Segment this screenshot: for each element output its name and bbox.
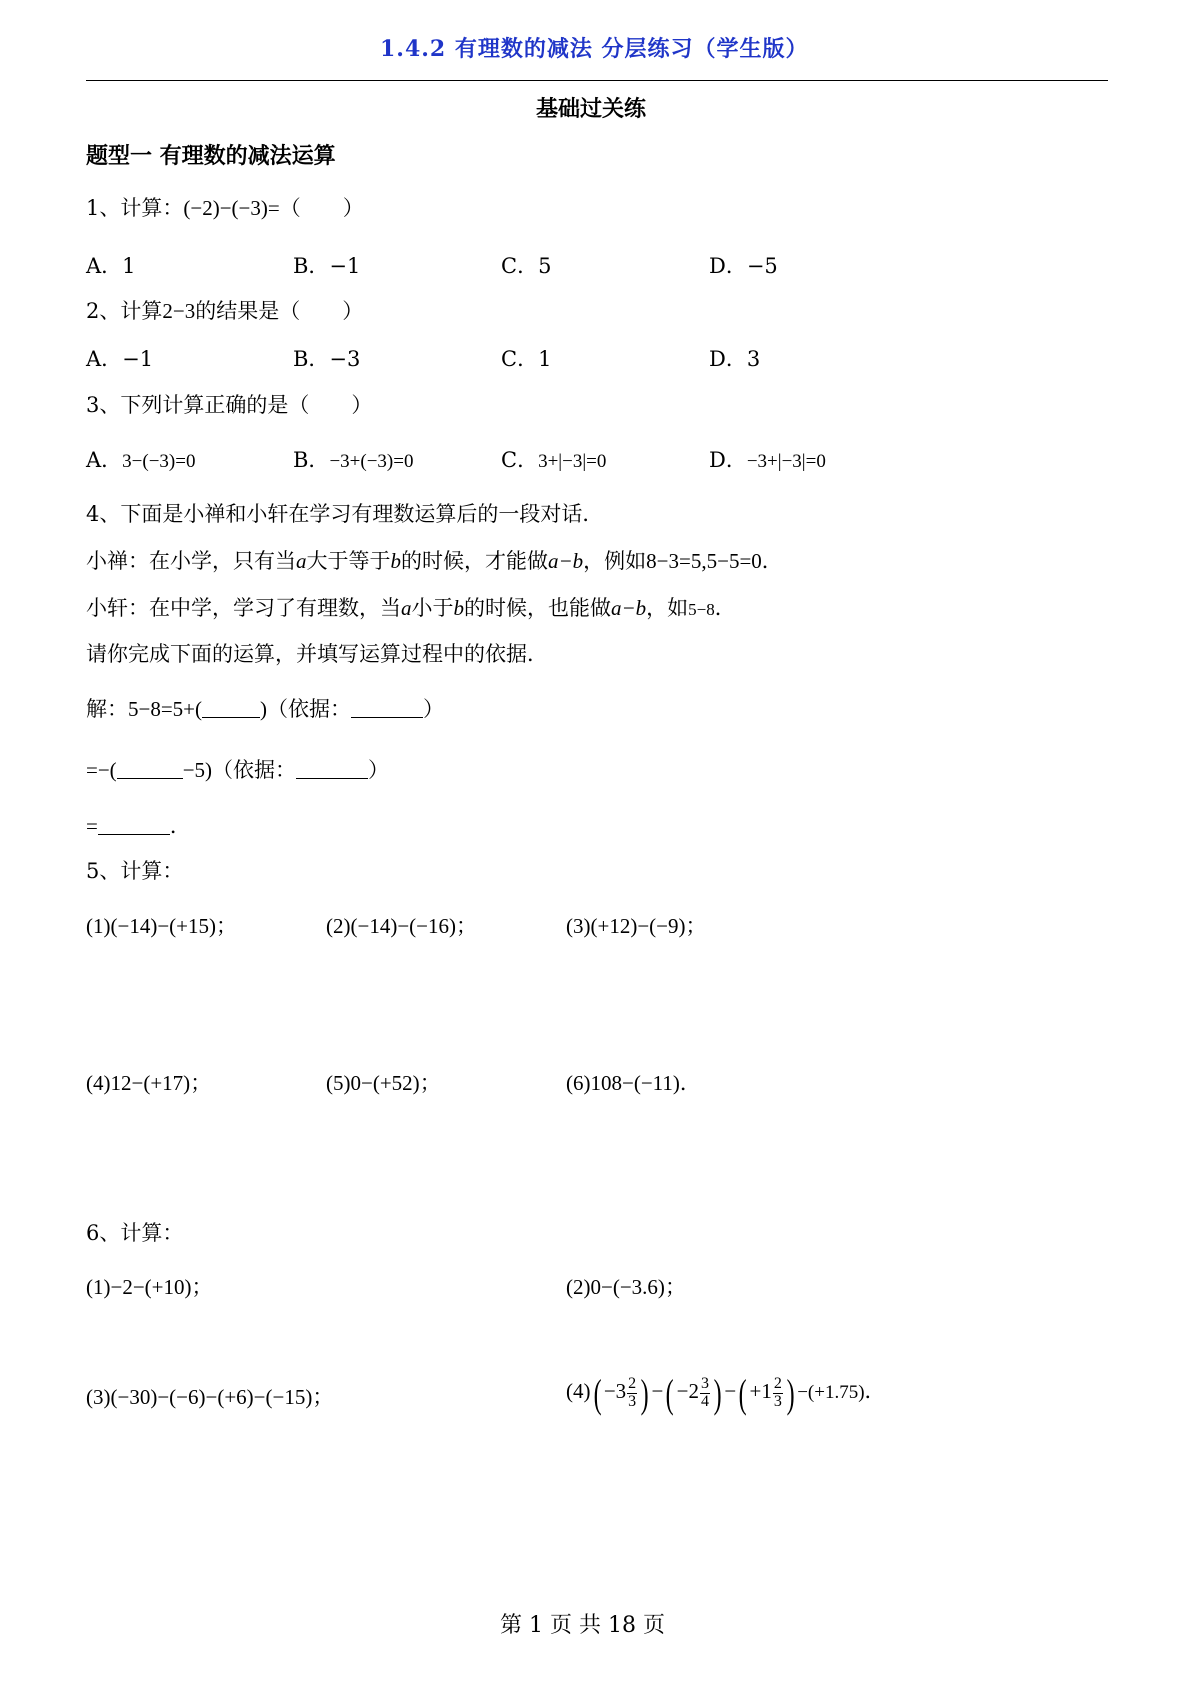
q4-solution-line-3 <box>86 816 191 837</box>
q5-item-4-label: (4) <box>86 1071 111 1095</box>
q6-item-4 <box>566 1371 886 1416</box>
q6-item-4-lparen-2: ( <box>666 1371 675 1416</box>
q3-option-b <box>293 450 413 471</box>
q4-sol3-end: ． <box>169 814 191 838</box>
header-divider <box>86 80 1108 81</box>
q4-l2-c: 的时候，也能做 <box>464 596 611 620</box>
question-2-expr: 2−3 <box>162 299 196 323</box>
q5-item-3 <box>566 916 707 937</box>
q3-option-d-expr: −3+|−3|=0 <box>746 451 826 472</box>
q6-item-4-den-3: 3 <box>773 1392 782 1410</box>
q4-l2-example: 5−8 <box>688 600 715 619</box>
q4-l2-b: 小于 <box>411 596 454 620</box>
question-2-stem-b: 的结果是（ ） <box>195 299 364 323</box>
q6-item-4-whole-2: −2 <box>676 1379 700 1403</box>
q4-sol1-close: ) <box>260 697 268 721</box>
q4-solution-line-1 <box>86 699 444 720</box>
q1-option-c: C．5 <box>501 254 552 278</box>
q5-item-4 <box>86 1073 211 1094</box>
q6-item-4-end: ． <box>864 1379 886 1403</box>
q6-item-4-rparen-2: ) <box>713 1371 722 1416</box>
q6-item-4-op-2: − <box>724 1379 737 1403</box>
q4-l1-e: ． <box>761 549 783 573</box>
q4-basis-close-2: ） <box>368 758 390 782</box>
q5-item-3-expr: (+12)−(−9) <box>590 914 686 938</box>
q6-item-4-num-3: 2 <box>773 1374 782 1392</box>
q4-basis-open-1: （依据： <box>267 697 352 721</box>
q4-l1-var-b: b <box>390 549 401 573</box>
q5-item-4-end: ； <box>190 1071 212 1095</box>
q4-blank-1[interactable] <box>202 699 260 718</box>
q6-item-2 <box>566 1277 686 1298</box>
q3-option-d <box>709 450 826 471</box>
q1-option-b: B．−1 <box>293 254 361 278</box>
q2-option-c: C．1 <box>501 347 552 371</box>
q6-item-2-label: (2) <box>566 1275 591 1299</box>
q6-item-4-lparen-3: ( <box>738 1371 747 1416</box>
q1-option-d: D．−5 <box>709 254 778 278</box>
q3-option-d-label: D． <box>709 448 747 472</box>
q4-sol2-expr: −5) <box>182 758 213 782</box>
q6-item-1-end: ； <box>191 1275 213 1299</box>
q4-basis-close-1: ） <box>423 697 445 721</box>
q6-item-3-label: (3) <box>86 1385 111 1409</box>
q6-item-4-fraction-2 <box>700 1376 710 1411</box>
q3-option-a <box>86 450 195 471</box>
q5-item-6-label: (6) <box>566 1071 591 1095</box>
q6-item-1-label: (1) <box>86 1275 111 1299</box>
q5-item-5 <box>326 1073 441 1094</box>
q6-item-4-whole-3: +1 <box>749 1379 772 1403</box>
q5-item-2 <box>326 916 477 937</box>
q4-sol2-prefix: =−( <box>86 758 117 782</box>
section-title: 基础过关练 <box>536 96 647 122</box>
q4-basis-open-2: （依据： <box>212 758 297 782</box>
q6-item-1 <box>86 1277 213 1298</box>
q3-option-c-expr: 3+|−3|=0 <box>538 451 607 472</box>
q6-item-4-whole-1: −3 <box>603 1379 627 1403</box>
question-1-stem: 1、计算： <box>86 196 184 220</box>
q6-item-4-rparen-3: ) <box>786 1371 795 1416</box>
q4-l2-e: ． <box>714 596 736 620</box>
q5-item-1-end: ； <box>216 914 238 938</box>
q4-l1-var-a: a <box>296 549 307 573</box>
q6-item-4-num-2: 3 <box>701 1374 710 1392</box>
question-2-stem-a: 2、计算 <box>86 299 163 323</box>
q6-item-2-expr: 0−(−3.6) <box>590 1275 665 1299</box>
q3-option-b-label: B． <box>293 448 330 472</box>
q4-instruction: 请你完成下面的运算，并填写运算过程中的依据． <box>86 642 548 666</box>
q5-item-5-label: (5) <box>326 1071 351 1095</box>
question-2 <box>86 301 363 322</box>
q4-l1-d: ，例如 <box>583 549 647 573</box>
q6-item-4-fraction-3 <box>773 1376 783 1411</box>
q4-sol3-prefix: = <box>86 814 98 838</box>
document-title: 1.4.2 有理数的减法 分层练习（学生版） <box>380 36 809 62</box>
q5-item-6-expr: 108−(−11) <box>590 1071 680 1095</box>
q2-option-d: D．3 <box>709 347 761 371</box>
q4-l2-a: 小轩：在中学，学习了有理数，当 <box>86 596 401 620</box>
q4-sol1-prefix: 解： <box>86 697 128 721</box>
q6-item-4-den-1: 3 <box>628 1392 637 1410</box>
q6-item-4-tail: −(+1.75) <box>797 1382 865 1403</box>
q5-item-5-end: ； <box>419 1071 441 1095</box>
q4-l2-var-b: b <box>453 596 464 620</box>
question-3: 3、下列计算正确的是（ ） <box>86 393 373 417</box>
q3-option-b-expr: −3+(−3)=0 <box>329 451 414 472</box>
q3-option-a-expr: 3−(−3)=0 <box>122 451 196 472</box>
q5-item-2-end: ； <box>456 914 478 938</box>
q5-item-2-expr: (−14)−(−16) <box>350 914 457 938</box>
q6-item-3-end: ； <box>312 1385 334 1409</box>
q4-basis-blank-2[interactable] <box>296 760 368 779</box>
topic-heading: 题型一 有理数的减法运算 <box>86 143 336 169</box>
q2-option-a: A．−1 <box>86 347 154 371</box>
q4-l1-expr: a−b <box>548 549 584 573</box>
q6-item-3 <box>86 1387 333 1408</box>
q6-item-4-den-2: 4 <box>701 1392 710 1410</box>
question-1-paren: （ ） <box>279 196 364 220</box>
q3-option-c <box>501 450 606 471</box>
q6-item-1-expr: −2−(+10) <box>110 1275 192 1299</box>
q6-item-4-fraction-1 <box>627 1376 637 1411</box>
q4-basis-blank-1[interactable] <box>351 699 423 718</box>
q6-item-4-num-1: 2 <box>628 1374 637 1392</box>
q3-option-c-label: C． <box>501 448 539 472</box>
q4-l2-expr: a−b <box>611 596 647 620</box>
q4-dialog-xiaoxuan <box>86 598 736 619</box>
q5-item-2-label: (2) <box>326 914 351 938</box>
q6-item-4-lparen-1: ( <box>593 1371 602 1416</box>
q2-option-b: B．−3 <box>293 347 361 371</box>
q5-item-6 <box>566 1073 701 1094</box>
question-1 <box>86 198 364 219</box>
q6-item-2-end: ； <box>664 1275 686 1299</box>
q4-solution-line-2 <box>86 760 389 781</box>
q4-blank-2[interactable] <box>117 760 183 779</box>
q4-l1-c: 的时候，才能做 <box>401 549 548 573</box>
question-6: 6、计算： <box>86 1221 184 1245</box>
q5-item-3-end: ； <box>685 914 707 938</box>
q5-item-1-label: (1) <box>86 914 111 938</box>
page-footer: 第 1 页 共 18 页 <box>500 1613 665 1638</box>
q5-item-4-expr: 12−(+17) <box>110 1071 191 1095</box>
question-5: 5、计算： <box>86 859 184 883</box>
question-1-expr: (−2)−(−3)= <box>183 196 280 220</box>
q4-blank-3[interactable] <box>98 816 170 835</box>
q4-dialog-xiaochan <box>86 551 783 572</box>
q4-l1-b: 大于等于 <box>306 549 391 573</box>
q4-l2-var-a: a <box>401 596 412 620</box>
q6-item-4-label: (4) <box>566 1379 591 1403</box>
q1-option-a: A．1 <box>86 254 136 278</box>
q4-l1-example: 8−3=5,5−5=0 <box>646 549 762 573</box>
q5-item-6-end: ． <box>679 1071 701 1095</box>
q4-l2-d: ，如 <box>646 596 689 620</box>
q5-item-1 <box>86 916 237 937</box>
q4-sol1-expr: 5−8=5+( <box>128 697 203 721</box>
q6-item-4-op-1: − <box>651 1379 664 1403</box>
q5-item-3-label: (3) <box>566 914 591 938</box>
q3-option-a-label: A． <box>86 448 123 472</box>
q6-item-3-expr: (−30)−(−6)−(+6)−(−15) <box>110 1385 313 1409</box>
q4-l1-a: 小禅：在小学，只有当 <box>86 549 296 573</box>
question-4: 4、下面是小禅和小轩在学习有理数运算后的一段对话． <box>86 502 604 526</box>
q5-item-1-expr: (−14)−(+15) <box>110 914 217 938</box>
q5-item-5-expr: 0−(+52) <box>350 1071 420 1095</box>
q6-item-4-rparen-1: ) <box>640 1371 649 1416</box>
